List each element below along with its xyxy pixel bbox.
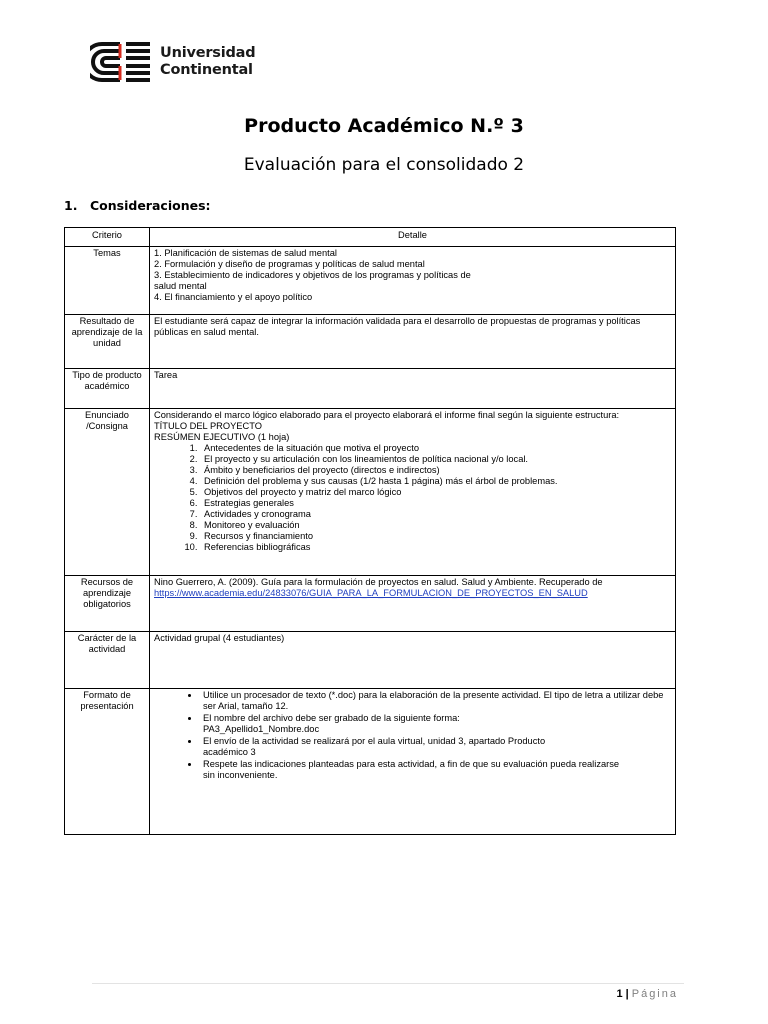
page-subtitle: Evaluación para el consolidado 2 (243, 155, 525, 175)
table-row-temas (65, 247, 676, 315)
list-item: 8. Monitoreo y evaluación (200, 520, 671, 531)
table-row-enunciado (65, 409, 676, 576)
page-footer (617, 988, 678, 1000)
logo-line-2: Continental (160, 62, 253, 78)
criterio-caracter: Carácter de la actividad (65, 632, 150, 689)
logo-line-1: Universidad (160, 45, 256, 61)
section-heading (64, 198, 211, 213)
list-item: 4. Definición del problema y sus causas (1/2 hasta 1 página) más el árbol de problemas. (200, 476, 671, 487)
detalle-recursos (150, 576, 676, 632)
list-item: • Utilice un procesador de texto (*.doc) para la elaboración de la presente actividad. El tipo de letra a utilizar debe ser Arial, tamaño 12. (200, 690, 671, 712)
list-item: 6. Estrategias generales (200, 498, 671, 509)
tema-item: 1. Planificación de sistemas de salud mental (154, 248, 337, 258)
detalle-tipo: Tarea (150, 369, 676, 409)
tema-item: 4. El financiamiento y el apoyo político (154, 292, 313, 302)
list-item: 9. Recursos y financiamiento (200, 531, 671, 542)
table-row-tipo (65, 369, 676, 409)
list-item: • El envío de la actividad se realizará por el aula virtual, unidad 3, apartado Producto académico 3 (200, 736, 563, 758)
criterio-tipo: Tipo de producto académico (65, 369, 150, 409)
footer-separator: | (625, 988, 629, 1000)
table-row-resultado (65, 315, 676, 369)
list-item: 5. Objetivos del proyecto y matriz del marco lógico (200, 487, 671, 498)
detalle-formato (150, 689, 676, 835)
enunciado-intro: Considerando el marco lógico elaborado para el proyecto elaborará el informe final según la siguiente estructura: (154, 410, 620, 420)
list-item: 1. Antecedentes de la situación que motiva el proyecto (200, 443, 671, 454)
list-item: 3. Ámbito y beneficiarios del proyecto (directos e indirectos) (200, 465, 671, 476)
table-row-formato (65, 689, 676, 835)
table-header-row (65, 228, 676, 247)
detalle-resultado: El estudiante será capaz de integrar la información validada para el desarrollo de propuestas de programas y políticas públicas en salud mental. (150, 315, 676, 369)
detalle-temas (150, 247, 676, 315)
header-detalle: Detalle (150, 228, 676, 247)
criterio-resultado: Resultado de aprendizaje de la unidad (65, 315, 150, 369)
recursos-link[interactable]: https://www.academia.edu/24833076/GUIA_PARA_LA_FORMULACION_DE_PROYECTOS_EN_SALUD (154, 588, 588, 598)
university-logo-icon (90, 40, 152, 84)
list-item: 7. Actividades y cronograma (200, 509, 671, 520)
header-criterio: Criterio (65, 228, 150, 247)
criterio-temas: Temas (65, 247, 150, 315)
list-item: • Respete las indicaciones planteadas para esta actividad, a fin de que su evaluación pueda realizarse sin inconveniente. (200, 759, 623, 781)
page-label: Página (631, 988, 678, 1000)
list-item: 10. Referencias bibliográficas (200, 542, 671, 553)
considerations-table (64, 227, 676, 835)
criterio-recursos: Recursos de aprendizaje obligatorios (65, 576, 150, 632)
enunciado-titulo: TÍTULO DEL PROYECTO (154, 421, 262, 431)
table-row-recursos (65, 576, 676, 632)
structure-list (154, 443, 671, 553)
list-item: 2. El proyecto y su articulación con los lineamientos de política nacional y/o local. (200, 454, 671, 465)
footer-divider (92, 983, 684, 984)
criterio-enunciado: Enunciado /Consigna (65, 409, 150, 576)
detalle-caracter: Actividad grupal (4 estudiantes) (150, 632, 676, 689)
recursos-citation: Nino Guerrero, A. (2009). Guía para la formulación de proyectos en salud. Salud y Ambiente. Recuperado de (154, 577, 603, 587)
list-item: • El nombre del archivo debe ser grabado de la siguiente forma: PA3_Apellido1_Nombre.doc (200, 713, 523, 735)
enunciado-resumen: RESÚMEN EJECUTIVO (1 hoja) (154, 432, 290, 442)
page-number: 1 (616, 988, 623, 1000)
detalle-enunciado (150, 409, 676, 576)
section-number: 1. (64, 198, 78, 213)
university-logo (90, 40, 255, 84)
tema-item: 2. Formulación y diseño de programas y políticas de salud mental (154, 259, 425, 269)
logo-wordmark (160, 45, 255, 79)
page-title: Producto Académico N.º 3 (244, 115, 524, 137)
criterio-formato: Formato de presentación (65, 689, 150, 835)
tema-item: 3. Establecimiento de indicadores y objetivos de los programas y políticas de salud mental (154, 270, 471, 291)
format-list (154, 690, 671, 781)
section-title: Consideraciones: (90, 198, 211, 213)
table-row-caracter (65, 632, 676, 689)
